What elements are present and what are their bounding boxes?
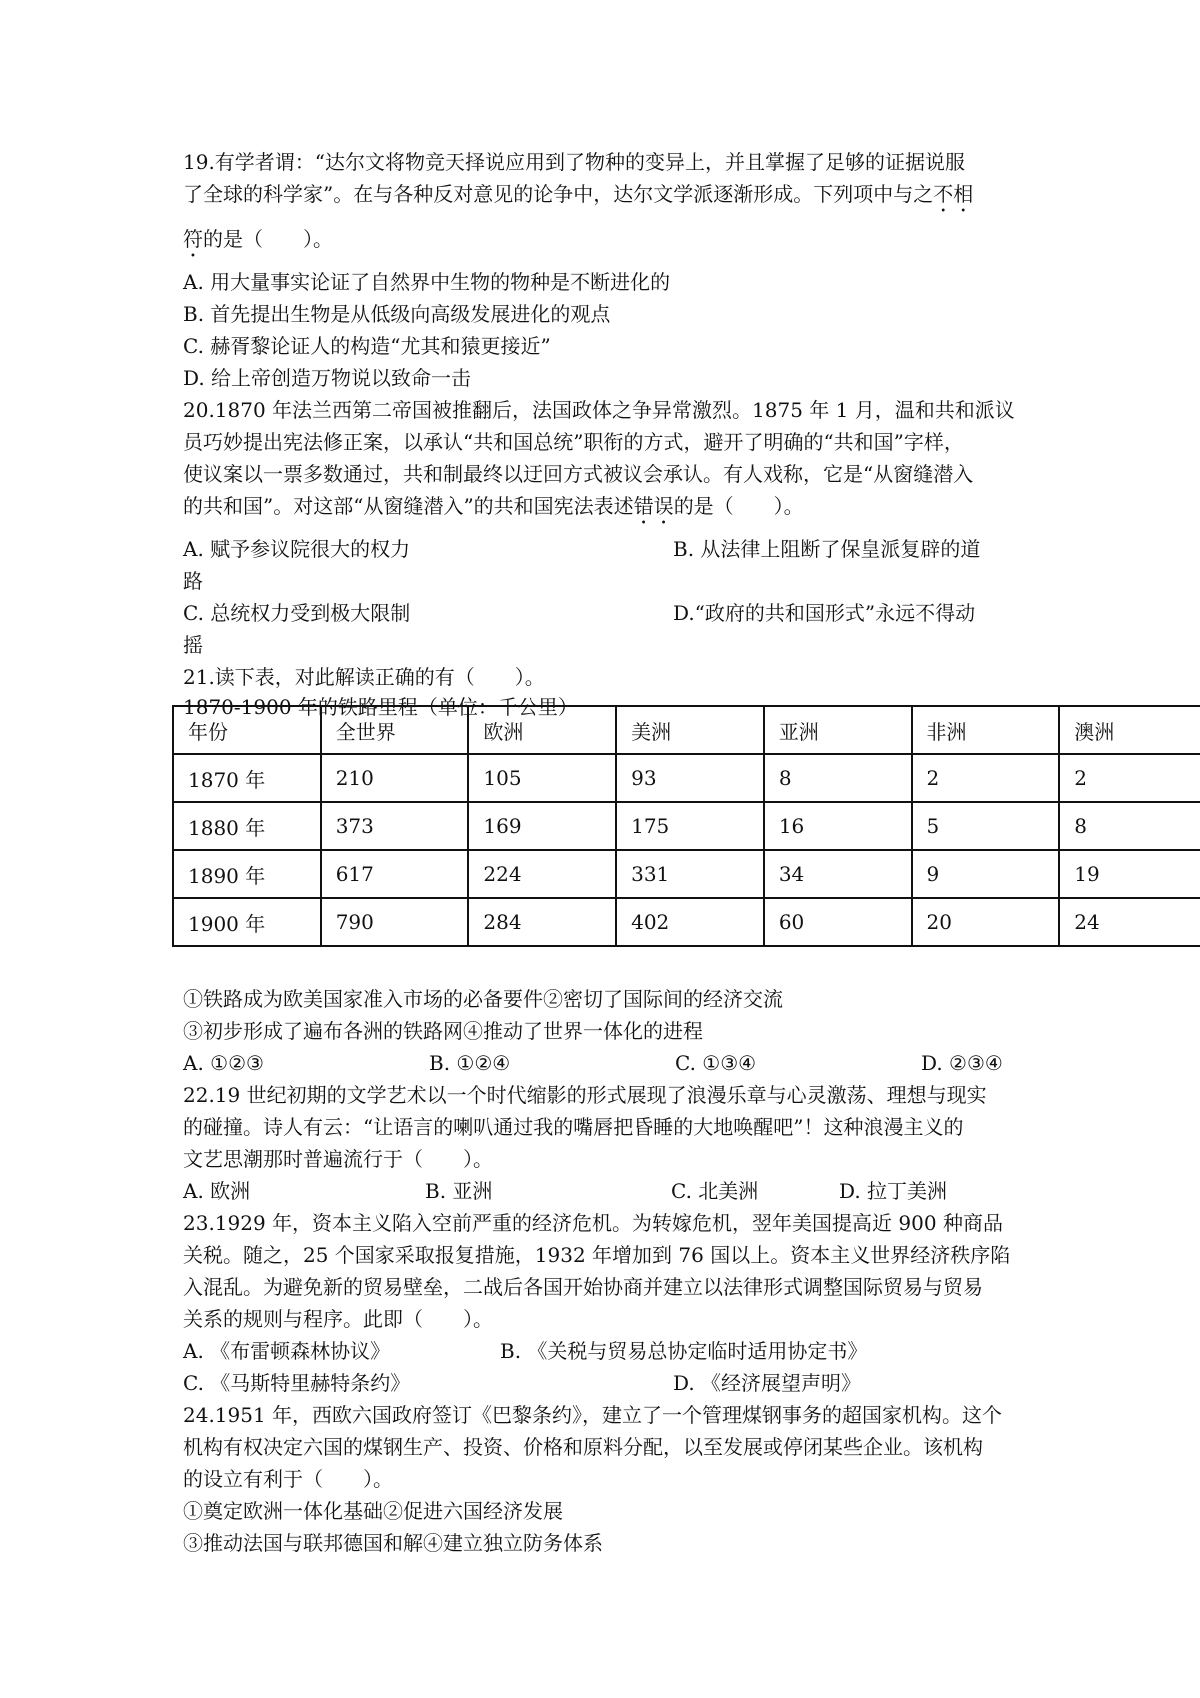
q22-option-b: B. 亚洲 [425,1179,493,1203]
q23-stem-line: 关系的规则与程序。此即（ ）。 [183,1307,493,1331]
table-cell: 402 [616,898,764,946]
q20-stem-line: 使议案以一票多数通过，共和制最终以迂回方式被议会承认。有人戏称，它是“从窗缝潜入 [183,462,974,486]
q22-stem-line: 22.19 世纪初期的文学艺术以一个时代缩影的形式展现了浪漫乐章与心灵激荡、理想与现实 [183,1083,987,1107]
exam-page [183,146,1033,721]
table-cell: 169 [468,802,616,850]
table-header-cell: 欧洲 [468,706,616,754]
q22-options-row [183,1175,1033,1207]
table-cell: 93 [616,754,764,802]
q20-option-b: B. 从法律上阻断了保皇派复辟的道 [673,537,981,561]
q19-option-c: C. 赫胥黎论证人的构造“尤其和猿更接近” [183,334,551,358]
q24-stem-line: 机构有权决定六国的煤钢生产、投资、价格和原料分配，以至发展或停闭某些企业。该机构 [183,1435,983,1459]
table-row [173,898,1200,946]
q22-stem-line: 文艺思潮那时普遍流行于（ ）。 [183,1147,493,1171]
q21-statements-line: ①铁路成为欧美国家准入市场的必备要件②密切了国际间的经济交流 [183,987,783,1011]
q23-option-c: C. 《马斯特里赫特条约》 [183,1371,411,1395]
q23-option-a: A. 《布雷顿森林协议》 [183,1339,391,1363]
q23-option-d: D. 《经济展望声明》 [673,1371,862,1395]
q22-stem-line: 的碰撞。诗人有云：“让语言的喇叭通过我的嘴唇把昏睡的大地唤醒吧”！这种浪漫主义的 [183,1115,964,1139]
q19-option-b: B. 首先提出生物是从低级向高级发展进化的观点 [183,302,611,326]
table-header-cell: 全世界 [321,706,469,754]
q21-stem: 21.读下表，对此解读正确的有（ ）。 [183,665,545,689]
railway-table [172,705,1200,947]
table-cell: 284 [468,898,616,946]
q24-statements-line: ③推动法国与联邦德国和解④建立独立防务体系 [183,1531,603,1555]
q20-option-c: C. 总统权力受到极大限制 [183,601,411,625]
q24-stem-line: 的设立有利于（ ）。 [183,1467,393,1491]
q21-options-row [183,1047,1033,1079]
q21-option-c: C. ①③④ [675,1051,757,1075]
table-header-cell: 美洲 [616,706,764,754]
table-cell: 105 [468,754,616,802]
table-cell: 1880 年 [173,802,321,850]
q24-statements-line: ①奠定欧洲一体化基础②促进六国经济发展 [183,1499,563,1523]
q20-options-row [183,533,1033,565]
table-cell: 8 [1059,802,1200,850]
table-cell: 5 [912,802,1060,850]
q20-option-a: A. 赋予参议院很大的权力 [183,537,411,561]
emphasis-text: 符 [183,227,203,251]
table-row [173,850,1200,898]
table-cell: 1890 年 [173,850,321,898]
q22-option-a: A. 欧洲 [183,1179,251,1203]
table-header-cell: 亚洲 [764,706,912,754]
q20-stem-line: 的共和国”。对这部“从窗缝潜入”的共和国宪法表述错误的是（ ）。 [183,494,804,518]
table-cell: 175 [616,802,764,850]
q20-option-d-wrap: 摇 [183,633,203,657]
table-cell: 9 [912,850,1060,898]
table-cell: 210 [321,754,469,802]
q22-option-c: C. 北美洲 [671,1179,759,1203]
table-cell: 617 [321,850,469,898]
table-cell: 373 [321,802,469,850]
table-cell: 2 [912,754,1060,802]
q19-stem-line: 了全球的科学家”。在与各种反对意见的论争中，达尔文学派逐渐形成。下列项中与之不相 [183,182,974,206]
q23-option-b: B. 《关税与贸易总协定临时适用协定书》 [500,1339,868,1363]
q20-option-b-wrap: 路 [183,569,203,593]
table-cell: 24 [1059,898,1200,946]
table-cell: 2 [1059,754,1200,802]
q21-option-a: A. ①②③ [183,1051,264,1075]
q21-option-d: D. ②③④ [921,1051,1003,1075]
q19-option-d: D. 给上帝创造万物说以致命一击 [183,366,472,390]
q20-stem-line: 20.1870 年法兰西第二帝国被推翻后，法国政体之争异常激烈。1875 年 1 月，温和共和派议 [183,398,1015,422]
table-caption: 1870-1900 年的铁路里程（单位：千公里） [183,695,578,719]
table-cell: 331 [616,850,764,898]
q19-stem-line: 符的是（ ）。 [183,227,333,251]
exam-page-continued [183,983,1033,1559]
table-header-row [173,706,1200,754]
q21-option-b: B. ①②④ [429,1051,511,1075]
emphasis-text: 不相 [933,182,974,206]
table-cell: 1900 年 [173,898,321,946]
table-header-cell: 年份 [173,706,321,754]
q19-stem-line: 19.有学者谓：“达尔文将物竞天择说应用到了物种的变异上，并且掌握了足够的证据说服 [183,150,966,174]
table-row [173,754,1200,802]
table-cell: 34 [764,850,912,898]
q23-options-row [183,1335,1033,1367]
q23-options-row [183,1367,1033,1399]
table-cell: 8 [764,754,912,802]
q24-stem-line: 24.1951 年，西欧六国政府签订《巴黎条约》，建立了一个管理煤钢事务的超国家机构。这个 [183,1403,1003,1427]
q22-option-d: D. 拉丁美洲 [839,1179,948,1203]
q20-option-d: D.“政府的共和国形式”永远不得动 [673,601,976,625]
table-cell: 60 [764,898,912,946]
q20-options-row [183,597,1033,629]
emphasis-text: 错误 [633,494,674,518]
q23-stem-line: 关税。随之，25 个国家采取报复措施，1932 年增加到 76 国以上。资本主义世界经济秩序陷 [183,1243,1011,1267]
q20-stem-line: 员巧妙提出宪法修正案，以承认“共和国总统”职衔的方式，避开了明确的“共和国”字样， [183,430,964,454]
q19-option-a: A. 用大量事实论证了自然界中生物的物种是不断进化的 [183,270,671,294]
table-header-cell: 澳洲 [1059,706,1200,754]
q23-stem-line: 入混乱。为避免新的贸易壁垒，二战后各国开始协商并建立以法律形式调整国际贸易与贸易 [183,1275,983,1299]
table-cell: 1870 年 [173,754,321,802]
table-cell: 790 [321,898,469,946]
table-cell: 224 [468,850,616,898]
q21-statements-line: ③初步形成了遍布各洲的铁路网④推动了世界一体化的进程 [183,1019,703,1043]
table-row [173,802,1200,850]
table-cell: 19 [1059,850,1200,898]
table-cell: 20 [912,898,1060,946]
table-header-cell: 非洲 [912,706,1060,754]
q23-stem-line: 23.1929 年，资本主义陷入空前严重的经济危机。为转嫁危机，翌年美国提高近 900 种商品 [183,1211,1003,1235]
table-cell: 16 [764,802,912,850]
